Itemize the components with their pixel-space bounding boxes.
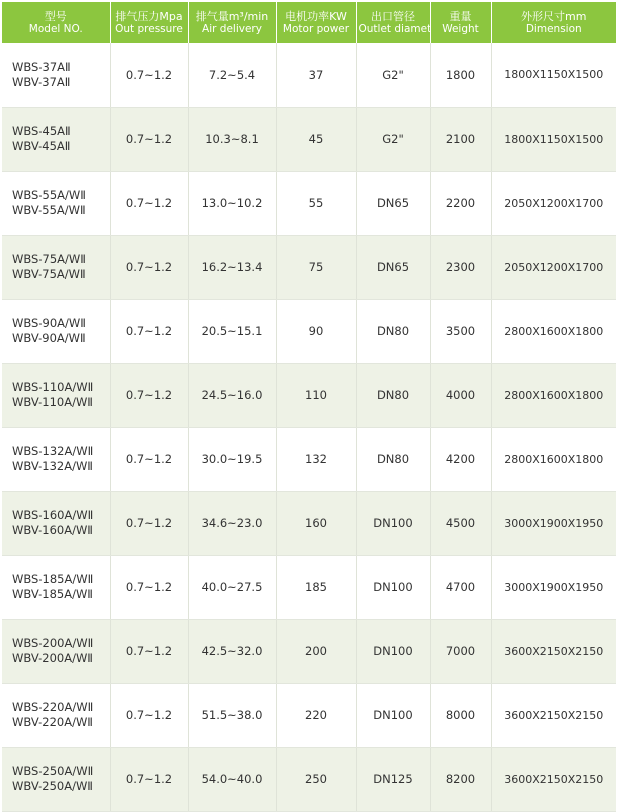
power-cell: 75 (276, 235, 356, 299)
header-row (2, 2, 616, 43)
outlet-cell: DN125 (356, 747, 430, 811)
table-body (2, 43, 616, 811)
outlet-cell: G2" (356, 107, 430, 171)
col-header-power-zh: 电机功率KW (285, 9, 347, 23)
model-name-s: WBS-75A/WⅡ (12, 252, 86, 266)
model-name-v: WBV-90A/WⅡ (12, 331, 86, 345)
model-cell (2, 107, 110, 171)
weight-cell: 2100 (430, 107, 491, 171)
model-name-v: WBV-110A/WⅡ (12, 395, 93, 409)
weight-cell: 4000 (430, 363, 491, 427)
model-cell (2, 683, 110, 747)
model-cell (2, 555, 110, 619)
table-row (2, 363, 616, 427)
dimension-cell: 3600X2150X2150 (491, 747, 616, 811)
table-row (2, 427, 616, 491)
col-header-weight-en: Weight (442, 22, 479, 35)
delivery-cell: 16.2~13.4 (188, 235, 276, 299)
model-name-v: WBV-75A/WⅡ (12, 267, 86, 281)
pressure-cell: 0.7~1.2 (110, 619, 188, 683)
outlet-cell: DN65 (356, 171, 430, 235)
col-header-outlet-zh: 出口管径 (371, 9, 415, 23)
pressure-cell: 0.7~1.2 (110, 555, 188, 619)
pressure-cell: 0.7~1.2 (110, 235, 188, 299)
model-name-s: WBS-90A/WⅡ (12, 316, 86, 330)
weight-cell: 2200 (430, 171, 491, 235)
col-header-delivery-en: Air delivery (202, 22, 262, 35)
pressure-cell: 0.7~1.2 (110, 427, 188, 491)
power-cell: 220 (276, 683, 356, 747)
col-header-outlet (356, 2, 430, 43)
col-header-pressure-zh: 排气压力Mpa (115, 9, 183, 23)
model-name-v: WBV-132A/WⅡ (12, 459, 93, 473)
delivery-cell: 30.0~19.5 (188, 427, 276, 491)
power-cell: 110 (276, 363, 356, 427)
weight-cell: 1800 (430, 43, 491, 107)
model-name-s: WBS-110A/WⅡ (12, 380, 94, 394)
delivery-cell: 42.5~32.0 (188, 619, 276, 683)
dimension-cell: 3600X2150X2150 (491, 683, 616, 747)
outlet-cell: DN65 (356, 235, 430, 299)
model-name-v: WBV-250A/WⅡ (12, 779, 93, 793)
col-header-weight-zh: 重量 (449, 9, 472, 23)
model-name-s: WBS-45AⅡ (12, 124, 71, 138)
table-row (2, 107, 616, 171)
dimension-cell: 1800X1150X1500 (491, 107, 616, 171)
delivery-cell: 10.3~8.1 (188, 107, 276, 171)
model-name-v: WBV-200A/WⅡ (12, 651, 93, 665)
dimension-cell: 3000X1900X1950 (491, 555, 616, 619)
pressure-cell: 0.7~1.2 (110, 107, 188, 171)
power-cell: 45 (276, 107, 356, 171)
model-cell (2, 235, 110, 299)
weight-cell: 8000 (430, 683, 491, 747)
dimension-cell: 3600X2150X2150 (491, 619, 616, 683)
pressure-cell: 0.7~1.2 (110, 171, 188, 235)
model-name-v: WBV-55A/WⅡ (12, 203, 86, 217)
power-cell: 250 (276, 747, 356, 811)
outlet-cell: DN100 (356, 619, 430, 683)
model-name-s: WBS-132A/WⅡ (12, 444, 94, 458)
col-header-dimension (491, 2, 616, 43)
model-cell (2, 171, 110, 235)
col-header-model (2, 2, 110, 43)
model-cell (2, 619, 110, 683)
model-cell (2, 427, 110, 491)
weight-cell: 4700 (430, 555, 491, 619)
dimension-cell: 3000X1900X1950 (491, 491, 616, 555)
model-cell (2, 43, 110, 107)
col-header-dimension-en: Dimension (525, 22, 582, 35)
model-name-s: WBS-220A/WⅡ (12, 700, 94, 714)
col-header-outlet-en: Outlet diamet (358, 22, 432, 35)
outlet-cell: DN80 (356, 363, 430, 427)
dimension-cell: 2800X1600X1800 (491, 299, 616, 363)
outlet-cell: DN100 (356, 555, 430, 619)
pressure-cell: 0.7~1.2 (110, 43, 188, 107)
col-header-pressure-en: Out pressure (115, 22, 183, 35)
model-name-v: WBV-160A/WⅡ (12, 523, 93, 537)
weight-cell: 7000 (430, 619, 491, 683)
model-name-s: WBS-37AⅡ (12, 59, 71, 74)
col-header-model-en: Model NO. (28, 22, 83, 35)
power-cell: 132 (276, 427, 356, 491)
table-row (2, 299, 616, 363)
col-header-delivery-zh: 排气量m³/min (195, 9, 269, 23)
col-header-dimension-zh: 外形尺寸mm (521, 9, 587, 23)
table-row (2, 171, 616, 235)
table-row (2, 619, 616, 683)
power-cell: 55 (276, 171, 356, 235)
model-cell (2, 363, 110, 427)
dimension-cell: 2800X1600X1800 (491, 363, 616, 427)
model-name-s: WBS-55A/WⅡ (12, 188, 86, 202)
table-row (2, 683, 616, 747)
model-name-s: WBS-250A/WⅡ (12, 764, 94, 778)
pressure-cell: 0.7~1.2 (110, 299, 188, 363)
weight-cell: 3500 (430, 299, 491, 363)
power-cell: 200 (276, 619, 356, 683)
model-name-v: WBV-220A/WⅡ (12, 715, 93, 729)
outlet-cell: DN100 (356, 491, 430, 555)
table-row (2, 555, 616, 619)
model-name-s: WBS-160A/WⅡ (12, 508, 94, 522)
dimension-cell: 2050X1200X1700 (491, 235, 616, 299)
model-name-v: WBV-185A/WⅡ (12, 587, 93, 601)
dimension-cell: 1800X1150X1500 (491, 43, 616, 107)
pressure-cell: 0.7~1.2 (110, 491, 188, 555)
outlet-cell: G2" (356, 43, 430, 107)
outlet-cell: DN80 (356, 427, 430, 491)
col-header-pressure (110, 2, 188, 43)
delivery-cell: 40.0~27.5 (188, 555, 276, 619)
model-cell (2, 491, 110, 555)
col-header-power (276, 2, 356, 43)
weight-cell: 4200 (430, 427, 491, 491)
model-name-s: WBS-185A/WⅡ (12, 572, 94, 586)
power-cell: 90 (276, 299, 356, 363)
power-cell: 185 (276, 555, 356, 619)
pressure-cell: 0.7~1.2 (110, 363, 188, 427)
delivery-cell: 20.5~15.1 (188, 299, 276, 363)
delivery-cell: 51.5~38.0 (188, 683, 276, 747)
model-name-s: WBS-200A/WⅡ (12, 636, 94, 650)
col-header-model-zh: 型号 (44, 9, 67, 23)
model-name-v: WBV-45AⅡ (12, 139, 71, 153)
table-row (2, 235, 616, 299)
weight-cell: 8200 (430, 747, 491, 811)
delivery-cell: 54.0~40.0 (188, 747, 276, 811)
col-header-power-en: Motor power (282, 22, 350, 35)
delivery-cell: 7.2~5.4 (188, 43, 276, 107)
outlet-cell: DN80 (356, 299, 430, 363)
col-header-delivery (188, 2, 276, 43)
outlet-cell: DN100 (356, 683, 430, 747)
dimension-cell: 2800X1600X1800 (491, 427, 616, 491)
pressure-cell: 0.7~1.2 (110, 683, 188, 747)
power-cell: 37 (276, 43, 356, 107)
table-row (2, 43, 616, 107)
model-cell (2, 299, 110, 363)
power-cell: 160 (276, 491, 356, 555)
model-cell (2, 747, 110, 811)
pressure-cell: 0.7~1.2 (110, 747, 188, 811)
delivery-cell: 13.0~10.2 (188, 171, 276, 235)
delivery-cell: 24.5~16.0 (188, 363, 276, 427)
table-row (2, 491, 616, 555)
weight-cell: 2300 (430, 235, 491, 299)
weight-cell: 4500 (430, 491, 491, 555)
spec-table (2, 2, 616, 812)
col-header-weight (430, 2, 491, 43)
delivery-cell: 34.6~23.0 (188, 491, 276, 555)
table-row (2, 747, 616, 811)
dimension-cell: 2050X1200X1700 (491, 171, 616, 235)
model-name-v: WBV-37AⅡ (12, 74, 71, 89)
